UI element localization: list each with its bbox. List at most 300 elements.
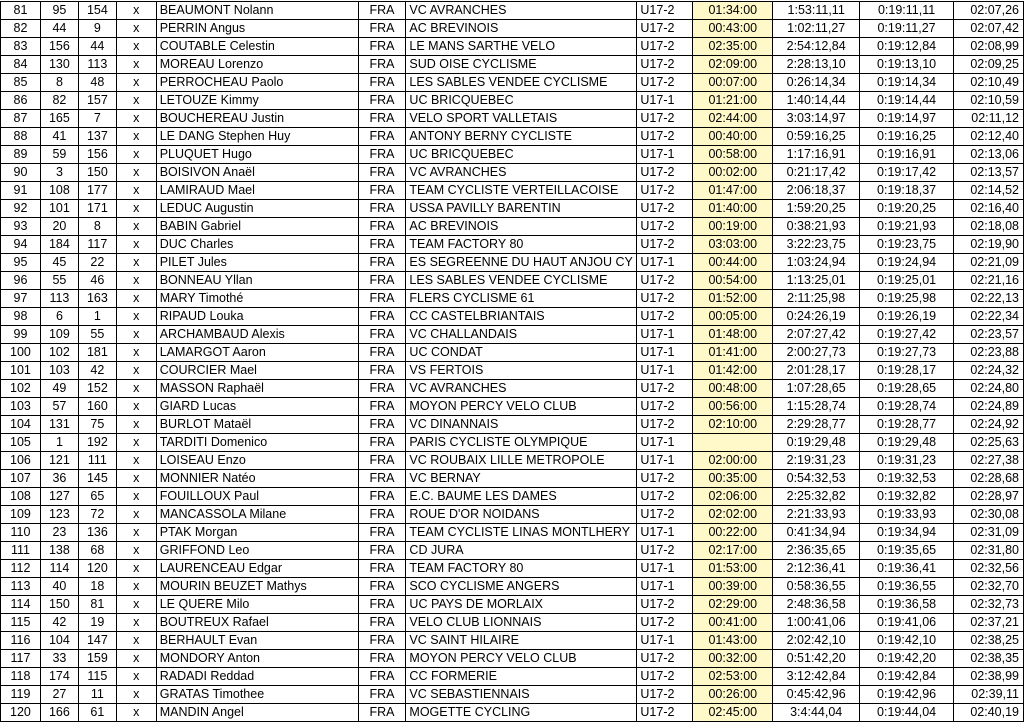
rank-cell[interactable]: 90 — [1, 164, 41, 182]
flag-cell[interactable]: x — [116, 650, 156, 668]
start-time-cell[interactable]: 02:17:00 — [693, 542, 773, 560]
flag-cell[interactable]: x — [116, 308, 156, 326]
rank-cell[interactable]: 102 — [1, 380, 41, 398]
finish-time-cell[interactable]: 0:51:42,20 — [773, 650, 860, 668]
category-cell[interactable]: U17-2 — [637, 218, 693, 236]
rank-cell[interactable]: 104 — [1, 416, 41, 434]
nation-cell[interactable]: FRA — [358, 704, 406, 722]
dossard-cell[interactable]: 7 — [78, 110, 116, 128]
start-time-cell[interactable]: 00:54:00 — [693, 272, 773, 290]
gap-cell[interactable]: 02:13,57 — [954, 164, 1024, 182]
start-time-cell[interactable]: 00:07:00 — [693, 74, 773, 92]
rider-name-cell[interactable]: BABIN Gabriel — [156, 218, 358, 236]
rider-name-cell[interactable]: MASSON Raphaël — [156, 380, 358, 398]
bib-cell[interactable]: 103 — [40, 362, 78, 380]
race-time-cell[interactable]: 0:19:23,75 — [860, 236, 954, 254]
bib-cell[interactable]: 108 — [40, 182, 78, 200]
finish-time-cell[interactable]: 3:03:14,97 — [773, 110, 860, 128]
dossard-cell[interactable]: 55 — [78, 326, 116, 344]
flag-cell[interactable]: x — [116, 110, 156, 128]
rider-name-cell[interactable]: GRIFFOND Leo — [156, 542, 358, 560]
finish-time-cell[interactable]: 1:13:25,01 — [773, 272, 860, 290]
dossard-cell[interactable]: 61 — [78, 704, 116, 722]
rank-cell[interactable]: 99 — [1, 326, 41, 344]
start-time-cell[interactable]: 02:00:00 — [693, 452, 773, 470]
dossard-cell[interactable]: 113 — [78, 56, 116, 74]
rider-name-cell[interactable]: PERRIN Angus — [156, 20, 358, 38]
rank-cell[interactable]: 106 — [1, 452, 41, 470]
rider-name-cell[interactable]: MOURIN BEUZET Mathys — [156, 578, 358, 596]
flag-cell[interactable]: x — [116, 2, 156, 20]
nation-cell[interactable]: FRA — [358, 218, 406, 236]
gap-cell[interactable]: 02:10,49 — [954, 74, 1024, 92]
race-time-cell[interactable]: 0:19:11,11 — [860, 2, 954, 20]
team-cell[interactable]: MOGETTE CYCLING — [406, 704, 637, 722]
rider-name-cell[interactable]: FOUILLOUX Paul — [156, 488, 358, 506]
dossard-cell[interactable]: 81 — [78, 596, 116, 614]
start-time-cell[interactable]: 01:41:00 — [693, 344, 773, 362]
team-cell[interactable]: TEAM FACTORY 80 — [406, 560, 637, 578]
rider-name-cell[interactable]: LETOUZE Kimmy — [156, 92, 358, 110]
gap-cell[interactable]: 02:14,52 — [954, 182, 1024, 200]
dossard-cell[interactable]: 181 — [78, 344, 116, 362]
race-time-cell[interactable]: 0:19:18,37 — [860, 182, 954, 200]
category-cell[interactable]: U17-1 — [637, 92, 693, 110]
gap-cell[interactable]: 02:07,42 — [954, 20, 1024, 38]
team-cell[interactable]: AC BREVINOIS — [406, 20, 637, 38]
finish-time-cell[interactable]: 0:58:36,55 — [773, 578, 860, 596]
race-time-cell[interactable]: 0:19:17,42 — [860, 164, 954, 182]
race-time-cell[interactable]: 0:19:14,44 — [860, 92, 954, 110]
team-cell[interactable]: SCO CYCLISME ANGERS — [406, 578, 637, 596]
nation-cell[interactable]: FRA — [358, 524, 406, 542]
flag-cell[interactable]: x — [116, 578, 156, 596]
rider-name-cell[interactable]: LOISEAU Enzo — [156, 452, 358, 470]
category-cell[interactable]: U17-2 — [637, 128, 693, 146]
dossard-cell[interactable]: 163 — [78, 290, 116, 308]
bib-cell[interactable]: 40 — [40, 578, 78, 596]
finish-time-cell[interactable]: 0:19:29,48 — [773, 434, 860, 452]
category-cell[interactable]: U17-2 — [637, 308, 693, 326]
race-time-cell[interactable]: 0:19:34,94 — [860, 524, 954, 542]
finish-time-cell[interactable]: 0:54:32,53 — [773, 470, 860, 488]
finish-time-cell[interactable]: 2:28:13,10 — [773, 56, 860, 74]
finish-time-cell[interactable]: 0:21:17,42 — [773, 164, 860, 182]
bib-cell[interactable]: 130 — [40, 56, 78, 74]
start-time-cell[interactable]: 02:35:00 — [693, 38, 773, 56]
nation-cell[interactable]: FRA — [358, 650, 406, 668]
finish-time-cell[interactable]: 2:06:18,37 — [773, 182, 860, 200]
race-time-cell[interactable]: 0:19:25,01 — [860, 272, 954, 290]
nation-cell[interactable]: FRA — [358, 470, 406, 488]
flag-cell[interactable]: x — [116, 452, 156, 470]
category-cell[interactable]: U17-2 — [637, 488, 693, 506]
flag-cell[interactable]: x — [116, 326, 156, 344]
start-time-cell[interactable]: 00:41:00 — [693, 614, 773, 632]
flag-cell[interactable]: x — [116, 686, 156, 704]
gap-cell[interactable]: 02:07,26 — [954, 2, 1024, 20]
finish-time-cell[interactable]: 1:07:28,65 — [773, 380, 860, 398]
race-time-cell[interactable]: 0:19:16,91 — [860, 146, 954, 164]
bib-cell[interactable]: 121 — [40, 452, 78, 470]
finish-time-cell[interactable]: 2:21:33,93 — [773, 506, 860, 524]
rider-name-cell[interactable]: MANDIN Angel — [156, 704, 358, 722]
dossard-cell[interactable]: 65 — [78, 488, 116, 506]
rank-cell[interactable]: 82 — [1, 20, 41, 38]
start-time-cell[interactable]: 01:43:00 — [693, 632, 773, 650]
gap-cell[interactable]: 02:23,57 — [954, 326, 1024, 344]
team-cell[interactable]: CC CASTELBRIANTAIS — [406, 308, 637, 326]
team-cell[interactable]: VS FERTOIS — [406, 362, 637, 380]
rider-name-cell[interactable]: ARCHAMBAUD Alexis — [156, 326, 358, 344]
start-time-cell[interactable]: 00:32:00 — [693, 650, 773, 668]
start-time-cell[interactable]: 00:02:00 — [693, 164, 773, 182]
finish-time-cell[interactable]: 1:15:28,74 — [773, 398, 860, 416]
dossard-cell[interactable]: 150 — [78, 164, 116, 182]
rank-cell[interactable]: 100 — [1, 344, 41, 362]
start-time-cell[interactable]: 01:47:00 — [693, 182, 773, 200]
start-time-cell[interactable]: 00:56:00 — [693, 398, 773, 416]
rider-name-cell[interactable]: PLUQUET Hugo — [156, 146, 358, 164]
race-time-cell[interactable]: 0:19:25,98 — [860, 290, 954, 308]
finish-time-cell[interactable]: 1:02:11,27 — [773, 20, 860, 38]
nation-cell[interactable]: FRA — [358, 506, 406, 524]
start-time-cell[interactable]: 00:05:00 — [693, 308, 773, 326]
nation-cell[interactable]: FRA — [358, 632, 406, 650]
rider-name-cell[interactable]: BEAUMONT Nolann — [156, 2, 358, 20]
flag-cell[interactable]: x — [116, 290, 156, 308]
gap-cell[interactable]: 02:08,99 — [954, 38, 1024, 56]
category-cell[interactable]: U17-2 — [637, 56, 693, 74]
flag-cell[interactable]: x — [116, 344, 156, 362]
bib-cell[interactable]: 109 — [40, 326, 78, 344]
gap-cell[interactable]: 02:32,56 — [954, 560, 1024, 578]
rank-cell[interactable]: 83 — [1, 38, 41, 56]
finish-time-cell[interactable]: 2:11:25,98 — [773, 290, 860, 308]
start-time-cell[interactable]: 00:26:00 — [693, 686, 773, 704]
rank-cell[interactable]: 109 — [1, 506, 41, 524]
race-time-cell[interactable]: 0:19:21,93 — [860, 218, 954, 236]
race-time-cell[interactable]: 0:19:44,04 — [860, 704, 954, 722]
gap-cell[interactable]: 02:22,34 — [954, 308, 1024, 326]
rank-cell[interactable]: 112 — [1, 560, 41, 578]
dossard-cell[interactable]: 154 — [78, 2, 116, 20]
flag-cell[interactable]: x — [116, 506, 156, 524]
gap-cell[interactable]: 02:32,70 — [954, 578, 1024, 596]
rider-name-cell[interactable]: LE QUERE Milo — [156, 596, 358, 614]
gap-cell[interactable]: 02:13,06 — [954, 146, 1024, 164]
category-cell[interactable]: U17-1 — [637, 344, 693, 362]
flag-cell[interactable]: x — [116, 488, 156, 506]
bib-cell[interactable]: 55 — [40, 272, 78, 290]
category-cell[interactable]: U17-2 — [637, 272, 693, 290]
rank-cell[interactable]: 115 — [1, 614, 41, 632]
nation-cell[interactable]: FRA — [358, 398, 406, 416]
flag-cell[interactable]: x — [116, 398, 156, 416]
nation-cell[interactable]: FRA — [358, 614, 406, 632]
finish-time-cell[interactable]: 0:45:42,96 — [773, 686, 860, 704]
rider-name-cell[interactable]: PERROCHEAU Paolo — [156, 74, 358, 92]
dossard-cell[interactable]: 171 — [78, 200, 116, 218]
rider-name-cell[interactable]: BOUTREUX Rafael — [156, 614, 358, 632]
dossard-cell[interactable]: 68 — [78, 542, 116, 560]
rank-cell[interactable]: 118 — [1, 668, 41, 686]
nation-cell[interactable]: FRA — [358, 578, 406, 596]
rank-cell[interactable]: 93 — [1, 218, 41, 236]
rank-cell[interactable]: 110 — [1, 524, 41, 542]
nation-cell[interactable]: FRA — [358, 326, 406, 344]
category-cell[interactable]: U17-1 — [637, 578, 693, 596]
team-cell[interactable]: CC FORMERIE — [406, 668, 637, 686]
team-cell[interactable]: MOYON PERCY VELO CLUB — [406, 650, 637, 668]
category-cell[interactable]: U17-2 — [637, 236, 693, 254]
category-cell[interactable]: U17-2 — [637, 398, 693, 416]
rider-name-cell[interactable]: PTAK Morgan — [156, 524, 358, 542]
gap-cell[interactable]: 02:32,73 — [954, 596, 1024, 614]
rider-name-cell[interactable]: GIARD Lucas — [156, 398, 358, 416]
flag-cell[interactable]: x — [116, 164, 156, 182]
rank-cell[interactable]: 94 — [1, 236, 41, 254]
nation-cell[interactable]: FRA — [358, 344, 406, 362]
flag-cell[interactable]: x — [116, 614, 156, 632]
flag-cell[interactable]: x — [116, 632, 156, 650]
team-cell[interactable]: VC SAINT HILAIRE — [406, 632, 637, 650]
nation-cell[interactable]: FRA — [358, 290, 406, 308]
gap-cell[interactable]: 02:37,21 — [954, 614, 1024, 632]
race-time-cell[interactable]: 0:19:31,23 — [860, 452, 954, 470]
team-cell[interactable]: VELO SPORT VALLETAIS — [406, 110, 637, 128]
team-cell[interactable]: TEAM CYCLISTE VERTEILLACOISE — [406, 182, 637, 200]
nation-cell[interactable]: FRA — [358, 362, 406, 380]
finish-time-cell[interactable]: 2:02:42,10 — [773, 632, 860, 650]
rank-cell[interactable]: 120 — [1, 704, 41, 722]
dossard-cell[interactable]: 22 — [78, 254, 116, 272]
gap-cell[interactable]: 02:22,13 — [954, 290, 1024, 308]
rider-name-cell[interactable]: BERHAULT Evan — [156, 632, 358, 650]
category-cell[interactable]: U17-2 — [637, 380, 693, 398]
category-cell[interactable]: U17-2 — [637, 164, 693, 182]
gap-cell[interactable]: 02:24,89 — [954, 398, 1024, 416]
category-cell[interactable]: U17-2 — [637, 614, 693, 632]
dossard-cell[interactable]: 19 — [78, 614, 116, 632]
dossard-cell[interactable]: 111 — [78, 452, 116, 470]
bib-cell[interactable]: 127 — [40, 488, 78, 506]
gap-cell[interactable]: 02:24,32 — [954, 362, 1024, 380]
nation-cell[interactable]: FRA — [358, 128, 406, 146]
nation-cell[interactable]: FRA — [358, 560, 406, 578]
finish-time-cell[interactable]: 2:36:35,65 — [773, 542, 860, 560]
race-time-cell[interactable]: 0:19:42,96 — [860, 686, 954, 704]
category-cell[interactable]: U17-2 — [637, 470, 693, 488]
rank-cell[interactable]: 88 — [1, 128, 41, 146]
rider-name-cell[interactable]: RADADI Reddad — [156, 668, 358, 686]
category-cell[interactable]: U17-2 — [637, 182, 693, 200]
rider-name-cell[interactable]: MONDORY Anton — [156, 650, 358, 668]
bib-cell[interactable]: 150 — [40, 596, 78, 614]
team-cell[interactable]: VC DINANNAIS — [406, 416, 637, 434]
category-cell[interactable]: U17-2 — [637, 686, 693, 704]
bib-cell[interactable]: 27 — [40, 686, 78, 704]
nation-cell[interactable]: FRA — [358, 452, 406, 470]
start-time-cell[interactable]: 02:06:00 — [693, 488, 773, 506]
start-time-cell[interactable]: 00:19:00 — [693, 218, 773, 236]
team-cell[interactable]: VC ROUBAIX LILLE METROPOLE — [406, 452, 637, 470]
rank-cell[interactable]: 98 — [1, 308, 41, 326]
nation-cell[interactable]: FRA — [358, 308, 406, 326]
rider-name-cell[interactable]: LE DANG Stephen Huy — [156, 128, 358, 146]
category-cell[interactable]: U17-1 — [637, 524, 693, 542]
bib-cell[interactable]: 41 — [40, 128, 78, 146]
start-time-cell[interactable]: 01:34:00 — [693, 2, 773, 20]
category-cell[interactable]: U17-2 — [637, 74, 693, 92]
start-time-cell[interactable]: 00:35:00 — [693, 470, 773, 488]
dossard-cell[interactable]: 115 — [78, 668, 116, 686]
rank-cell[interactable]: 119 — [1, 686, 41, 704]
category-cell[interactable]: U17-2 — [637, 38, 693, 56]
flag-cell[interactable]: x — [116, 146, 156, 164]
dossard-cell[interactable]: 159 — [78, 650, 116, 668]
nation-cell[interactable]: FRA — [358, 146, 406, 164]
gap-cell[interactable]: 02:12,40 — [954, 128, 1024, 146]
bib-cell[interactable]: 82 — [40, 92, 78, 110]
rider-name-cell[interactable]: BOUCHEREAU Justin — [156, 110, 358, 128]
team-cell[interactable]: UC BRICQUEBEC — [406, 146, 637, 164]
bib-cell[interactable]: 123 — [40, 506, 78, 524]
dossard-cell[interactable]: 42 — [78, 362, 116, 380]
finish-time-cell[interactable]: 3:4:44,04 — [773, 704, 860, 722]
race-time-cell[interactable]: 0:19:12,84 — [860, 38, 954, 56]
start-time-cell[interactable]: 02:44:00 — [693, 110, 773, 128]
nation-cell[interactable]: FRA — [358, 182, 406, 200]
finish-time-cell[interactable]: 0:24:26,19 — [773, 308, 860, 326]
start-time-cell[interactable]: 00:40:00 — [693, 128, 773, 146]
flag-cell[interactable]: x — [116, 668, 156, 686]
team-cell[interactable]: ANTONY BERNY CYCLISTE — [406, 128, 637, 146]
rank-cell[interactable]: 103 — [1, 398, 41, 416]
finish-time-cell[interactable]: 2:19:31,23 — [773, 452, 860, 470]
finish-time-cell[interactable]: 2:25:32,82 — [773, 488, 860, 506]
nation-cell[interactable]: FRA — [358, 56, 406, 74]
rank-cell[interactable]: 117 — [1, 650, 41, 668]
gap-cell[interactable]: 02:31,80 — [954, 542, 1024, 560]
race-time-cell[interactable]: 0:19:11,27 — [860, 20, 954, 38]
bib-cell[interactable]: 36 — [40, 470, 78, 488]
finish-time-cell[interactable]: 1:17:16,91 — [773, 146, 860, 164]
dossard-cell[interactable]: 157 — [78, 92, 116, 110]
rank-cell[interactable]: 86 — [1, 92, 41, 110]
gap-cell[interactable]: 02:39,11 — [954, 686, 1024, 704]
nation-cell[interactable]: FRA — [358, 2, 406, 20]
team-cell[interactable]: VC AVRANCHES — [406, 164, 637, 182]
rider-name-cell[interactable]: MONNIER Natéo — [156, 470, 358, 488]
dossard-cell[interactable]: 136 — [78, 524, 116, 542]
team-cell[interactable]: LE MANS SARTHE VELO — [406, 38, 637, 56]
team-cell[interactable]: VC AVRANCHES — [406, 2, 637, 20]
bib-cell[interactable]: 44 — [40, 20, 78, 38]
gap-cell[interactable]: 02:10,59 — [954, 92, 1024, 110]
start-time-cell[interactable]: 01:40:00 — [693, 200, 773, 218]
race-time-cell[interactable]: 0:19:41,06 — [860, 614, 954, 632]
gap-cell[interactable]: 02:28,97 — [954, 488, 1024, 506]
nation-cell[interactable]: FRA — [358, 38, 406, 56]
flag-cell[interactable]: x — [116, 20, 156, 38]
flag-cell[interactable]: x — [116, 74, 156, 92]
category-cell[interactable]: U17-2 — [637, 506, 693, 524]
category-cell[interactable]: U17-1 — [637, 254, 693, 272]
bib-cell[interactable]: 138 — [40, 542, 78, 560]
rank-cell[interactable]: 108 — [1, 488, 41, 506]
gap-cell[interactable]: 02:21,16 — [954, 272, 1024, 290]
rank-cell[interactable]: 95 — [1, 254, 41, 272]
race-time-cell[interactable]: 0:19:28,77 — [860, 416, 954, 434]
flag-cell[interactable]: x — [116, 524, 156, 542]
start-time-cell[interactable]: 01:48:00 — [693, 326, 773, 344]
gap-cell[interactable]: 02:38,25 — [954, 632, 1024, 650]
race-time-cell[interactable]: 0:19:36,41 — [860, 560, 954, 578]
dossard-cell[interactable]: 44 — [78, 38, 116, 56]
flag-cell[interactable]: x — [116, 38, 156, 56]
rank-cell[interactable]: 116 — [1, 632, 41, 650]
race-time-cell[interactable]: 0:19:24,94 — [860, 254, 954, 272]
finish-time-cell[interactable]: 1:00:41,06 — [773, 614, 860, 632]
race-time-cell[interactable]: 0:19:42,20 — [860, 650, 954, 668]
start-time-cell[interactable]: 02:09:00 — [693, 56, 773, 74]
gap-cell[interactable]: 02:24,80 — [954, 380, 1024, 398]
race-time-cell[interactable]: 0:19:42,10 — [860, 632, 954, 650]
rider-name-cell[interactable]: MANCASSOLA Milane — [156, 506, 358, 524]
nation-cell[interactable]: FRA — [358, 668, 406, 686]
category-cell[interactable]: U17-2 — [637, 200, 693, 218]
dossard-cell[interactable]: 46 — [78, 272, 116, 290]
category-cell[interactable]: U17-2 — [637, 416, 693, 434]
nation-cell[interactable]: FRA — [358, 596, 406, 614]
rider-name-cell[interactable]: DUC Charles — [156, 236, 358, 254]
race-time-cell[interactable]: 0:19:28,17 — [860, 362, 954, 380]
team-cell[interactable]: TEAM CYCLISTE LINAS MONTLHERY — [406, 524, 637, 542]
start-time-cell[interactable]: 02:53:00 — [693, 668, 773, 686]
team-cell[interactable]: ROUE D'OR NOIDANS — [406, 506, 637, 524]
nation-cell[interactable]: FRA — [358, 20, 406, 38]
team-cell[interactable]: VELO CLUB LIONNAIS — [406, 614, 637, 632]
start-time-cell[interactable]: 00:58:00 — [693, 146, 773, 164]
category-cell[interactable]: U17-2 — [637, 20, 693, 38]
gap-cell[interactable]: 02:38,35 — [954, 650, 1024, 668]
rank-cell[interactable]: 96 — [1, 272, 41, 290]
team-cell[interactable]: PARIS CYCLISTE OLYMPIQUE — [406, 434, 637, 452]
race-time-cell[interactable]: 0:19:27,42 — [860, 326, 954, 344]
finish-time-cell[interactable]: 0:26:14,34 — [773, 74, 860, 92]
team-cell[interactable]: ES SEGREENNE DU HAUT ANJOU CY — [406, 254, 637, 272]
start-time-cell[interactable]: 00:39:00 — [693, 578, 773, 596]
bib-cell[interactable]: 1 — [40, 434, 78, 452]
start-time-cell[interactable]: 01:42:00 — [693, 362, 773, 380]
category-cell[interactable]: U17-1 — [637, 632, 693, 650]
rank-cell[interactable]: 89 — [1, 146, 41, 164]
race-time-cell[interactable]: 0:19:14,34 — [860, 74, 954, 92]
category-cell[interactable]: U17-1 — [637, 452, 693, 470]
dossard-cell[interactable]: 1 — [78, 308, 116, 326]
flag-cell[interactable]: x — [116, 56, 156, 74]
rider-name-cell[interactable]: TARDITI Domenico — [156, 434, 358, 452]
flag-cell[interactable]: x — [116, 362, 156, 380]
flag-cell[interactable]: x — [116, 92, 156, 110]
bib-cell[interactable]: 165 — [40, 110, 78, 128]
team-cell[interactable]: USSA PAVILLY BARENTIN — [406, 200, 637, 218]
start-time-cell[interactable]: 00:44:00 — [693, 254, 773, 272]
flag-cell[interactable]: x — [116, 542, 156, 560]
dossard-cell[interactable]: 147 — [78, 632, 116, 650]
rank-cell[interactable]: 92 — [1, 200, 41, 218]
